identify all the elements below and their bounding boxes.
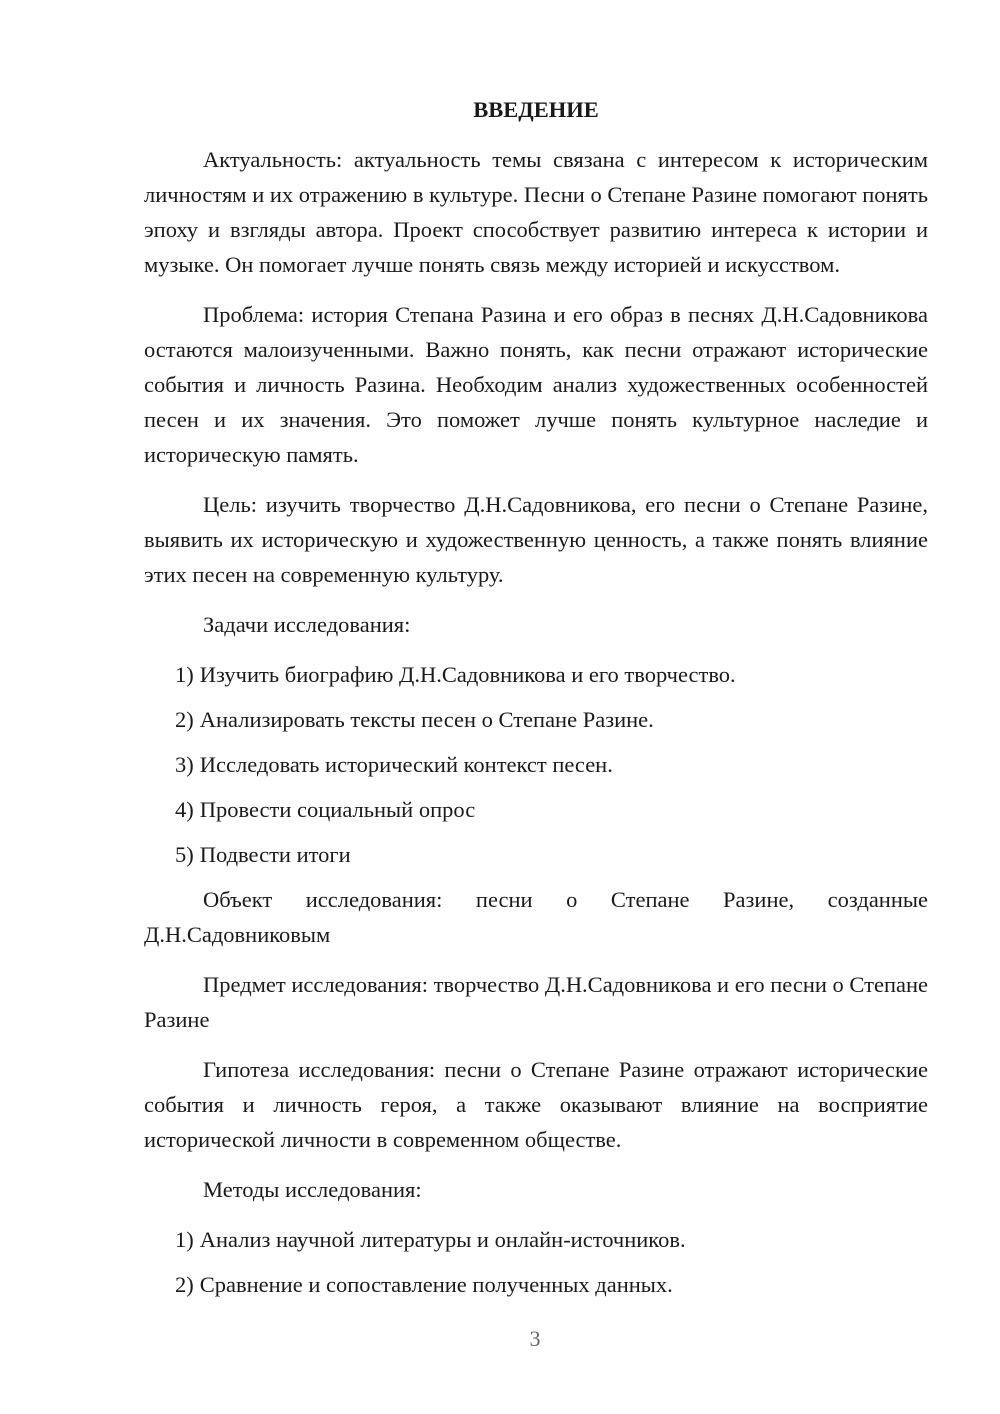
list-item-number: 2) xyxy=(175,707,194,732)
hypothesis-paragraph: Гипотеза исследования: песни о Степане Разине отражают исторические события и личность героя, а также оказывают влияние на восприятие исторической личности в современном обществе. xyxy=(144,1057,928,1152)
page-number: 3 xyxy=(529,1326,541,1351)
list-item-text: Провести социальный опрос xyxy=(199,797,476,822)
list-item-text: Исследовать исторический контекст песен. xyxy=(199,752,613,777)
methods-list xyxy=(144,1222,928,1302)
list-item-text: Анализировать тексты песен о Степане Разине. xyxy=(199,707,654,732)
goal-paragraph: Цель: изучить творчество Д.Н.Садовникова, его песни о Степане Разине, выявить их историческую и художественную ценность, а также понять влияние этих песен на современную культуру. xyxy=(144,492,928,587)
list-item-text: Изучить биографию Д.Н.Садовникова и его творчество. xyxy=(199,662,736,687)
list-item-text: Подвести итоги xyxy=(199,842,351,867)
list-item xyxy=(144,837,928,872)
list-item-number: 3) xyxy=(175,752,194,777)
object-paragraph: Объект исследования: песни о Степане Разине, созданные Д.Н.Садовниковым xyxy=(144,887,928,947)
tasks-heading: Задачи исследования: xyxy=(203,612,411,637)
list-item-text: Сравнение и сопоставление полученных данных. xyxy=(199,1272,673,1297)
list-item xyxy=(144,657,928,692)
list-item xyxy=(144,1222,928,1257)
list-item-number: 1) xyxy=(175,662,194,687)
relevance-paragraph: Актуальность: актуальность темы связана с интересом к историческим личностям и их отражению в культуре. Песни о Степане Разине помогают понять эпоху и взгляды автора. Проект способствует развитию интереса к истории и музыке. Он помогает лучше понять связь между историей и искусством. xyxy=(144,147,928,277)
subject-paragraph: Предмет исследования: творчество Д.Н.Садовникова и его песни о Степане Разине xyxy=(144,972,928,1032)
list-item xyxy=(144,792,928,827)
list-item xyxy=(144,1267,928,1302)
list-item xyxy=(144,702,928,737)
tasks-list xyxy=(144,657,928,872)
list-item-number: 1) xyxy=(175,1227,194,1252)
list-item-number: 4) xyxy=(175,797,194,822)
section-title: ВВЕДЕНИЕ xyxy=(473,97,599,122)
list-item-text: Анализ научной литературы и онлайн-источников. xyxy=(199,1227,686,1252)
document-page xyxy=(144,92,928,1312)
list-item-number: 2) xyxy=(175,1272,194,1297)
list-item-number: 5) xyxy=(175,842,194,867)
problem-paragraph: Проблема: история Степана Разина и его образ в песнях Д.Н.Садовникова остаются малоизученными. Важно понять, как песни отражают исторические события и личность Разина. Необходим анализ художественных особенностей песен и их значения. Это поможет лучше понять культурное наследие и историческую память. xyxy=(144,302,928,467)
methods-heading: Методы исследования: xyxy=(203,1177,422,1202)
list-item xyxy=(144,747,928,782)
